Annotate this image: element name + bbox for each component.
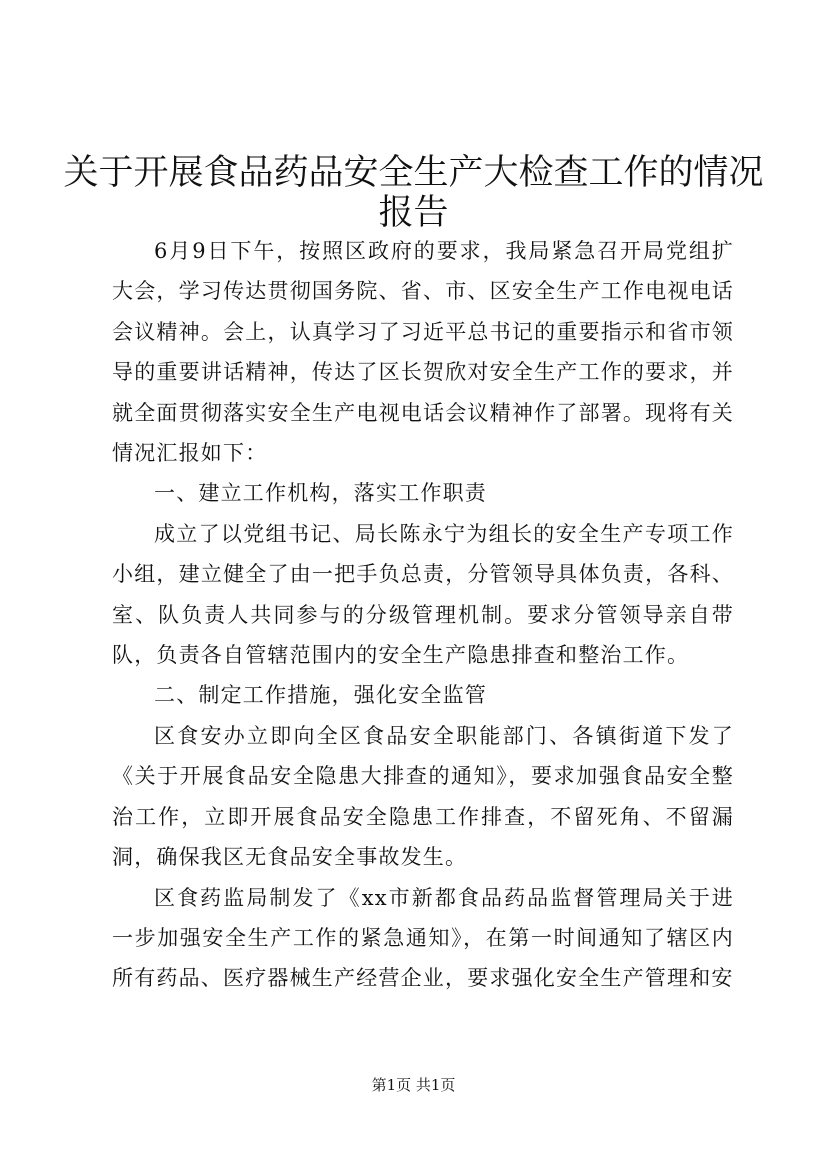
paragraph-section-2a: 区食安办立即向全区食品安全职能部门、各镇街道下发了《关于开展食品安全隐患大排查的通知》，要求加强食品安全整治工作，立即开展食品安全隐患工作排查，不留死角、不留漏洞，确保我区无食品安全事故发生。 xyxy=(112,723,734,870)
paragraph-section-2b: 区食药监局制发了《xx市新都食品药品监督管理局关于进一步加强安全生产工作的紧急通知》，在第一时间通知了辖区内所有药品、医疗器械生产经营企业，要求强化安全生产管理和安 xyxy=(112,885,734,991)
section-heading-2: 二、制定工作措施，强化安全监管 xyxy=(154,683,487,708)
document-title-line-1: 关于开展食品药品安全生产大检查工作的情况 xyxy=(63,153,764,193)
paragraph-section-1: 成立了以党组书记、局长陈永宁为组长的安全生产专项工作小组，建立健全了由一把手负总责，分管领导具体负责，各科、室、队负责人共同参与的分级管理机制。要求分管领导亲自带队，负责各自管辖范围内的安全生产隐患排查和整治工作。 xyxy=(112,521,734,668)
page-footer: 第1页 共1页 xyxy=(371,1076,456,1094)
paragraph-intro: 6月9日下午，按照区政府的要求，我局紧急召开局党组扩大会，学习传达贯彻国务院、省、市、区安全生产工作电视电话会议精神。会上，认真学习了习近平总书记的重要指示和省市领导的重要讲话精神，传达了区长贺欣对安全生产工作的要求，并就全面贯彻落实安全生产电视电话会议精神作了部署。现将有关情况汇报如下： xyxy=(112,239,734,466)
section-heading-1: 一、建立工作机构，落实工作职责 xyxy=(154,481,487,506)
document-body xyxy=(112,231,734,999)
document-title-line-2: 报告 xyxy=(378,193,449,233)
